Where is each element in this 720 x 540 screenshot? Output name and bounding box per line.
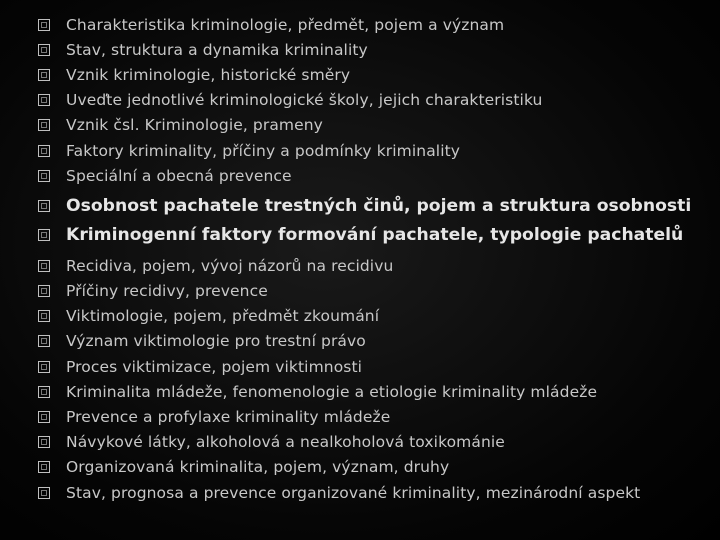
- list-item: [38, 113, 708, 138]
- list-item-label: Vznik kriminologie, historické směry: [66, 65, 351, 84]
- list-item: [38, 480, 708, 505]
- square-bullet-icon: [38, 200, 50, 212]
- list-item-label: Uveďte jednotlivé kriminologické školy, jejich charakteristiku: [66, 91, 543, 110]
- list-item: [38, 455, 708, 480]
- list-item: [38, 404, 708, 429]
- square-bullet-icon: [38, 44, 50, 56]
- list-item: [38, 379, 708, 404]
- square-bullet-icon: [38, 335, 50, 347]
- list-item-label: Kriminalita mládeže, fenomenologie a etiologie kriminality mládeže: [66, 382, 598, 401]
- list-item: [38, 430, 708, 455]
- list-item: [38, 354, 708, 379]
- list-item: [38, 12, 708, 37]
- square-bullet-icon: [38, 94, 50, 106]
- square-bullet-icon: [38, 461, 50, 473]
- list-item: [38, 279, 708, 304]
- list-item: [38, 163, 708, 188]
- list-item-label: Organizovaná kriminalita, pojem, význam, druhy: [66, 458, 450, 477]
- list-item-label: Vznik čsl. Kriminologie, prameny: [66, 116, 323, 135]
- square-bullet-icon: [38, 285, 50, 297]
- square-bullet-icon: [38, 119, 50, 131]
- list-item-label: Recidiva, pojem, vývoj názorů na recidivu: [66, 256, 394, 275]
- square-bullet-icon: [38, 436, 50, 448]
- square-bullet-icon: [38, 145, 50, 157]
- list-item-emphasized: [38, 220, 708, 249]
- topic-list: [38, 12, 708, 505]
- square-bullet-icon: [38, 69, 50, 81]
- list-item: [38, 253, 708, 278]
- square-bullet-icon: [38, 361, 50, 373]
- list-item-label: Význam viktimologie pro trestní právo: [66, 332, 366, 351]
- list-item: [38, 138, 708, 163]
- list-item-label: Speciální a obecná prevence: [66, 166, 292, 185]
- square-bullet-icon: [38, 411, 50, 423]
- square-bullet-icon: [38, 229, 50, 241]
- list-item: [38, 304, 708, 329]
- square-bullet-icon: [38, 260, 50, 272]
- list-item-label: Kriminogenní faktory formování pachatele, typologie pachatelů: [66, 224, 684, 245]
- square-bullet-icon: [38, 19, 50, 31]
- list-item: [38, 329, 708, 354]
- list-item-label: Prevence a profylaxe kriminality mládeže: [66, 408, 391, 427]
- list-item-label: Faktory kriminality, příčiny a podmínky kriminality: [66, 141, 461, 160]
- list-item: [38, 62, 708, 87]
- square-bullet-icon: [38, 170, 50, 182]
- square-bullet-icon: [38, 487, 50, 499]
- list-item-label: Charakteristika kriminologie, předmět, pojem a význam: [66, 15, 505, 34]
- list-item-label: Návykové látky, alkoholová a nealkoholová toxikománie: [66, 433, 505, 452]
- list-item-label: Osobnost pachatele trestných činů, pojem a struktura osobnosti: [66, 195, 692, 216]
- list-item-emphasized: [38, 191, 708, 220]
- list-item: [38, 37, 708, 62]
- list-item-label: Proces viktimizace, pojem viktimnosti: [66, 357, 363, 376]
- list-item-label: Stav, prognosa a prevence organizované kriminality, mezinárodní aspekt: [66, 483, 641, 502]
- square-bullet-icon: [38, 386, 50, 398]
- square-bullet-icon: [38, 310, 50, 322]
- list-item: [38, 88, 708, 113]
- list-item-label: Stav, struktura a dynamika kriminality: [66, 40, 368, 59]
- list-item-label: Příčiny recidivy, prevence: [66, 282, 268, 301]
- list-item-label: Viktimologie, pojem, předmět zkoumání: [66, 307, 380, 326]
